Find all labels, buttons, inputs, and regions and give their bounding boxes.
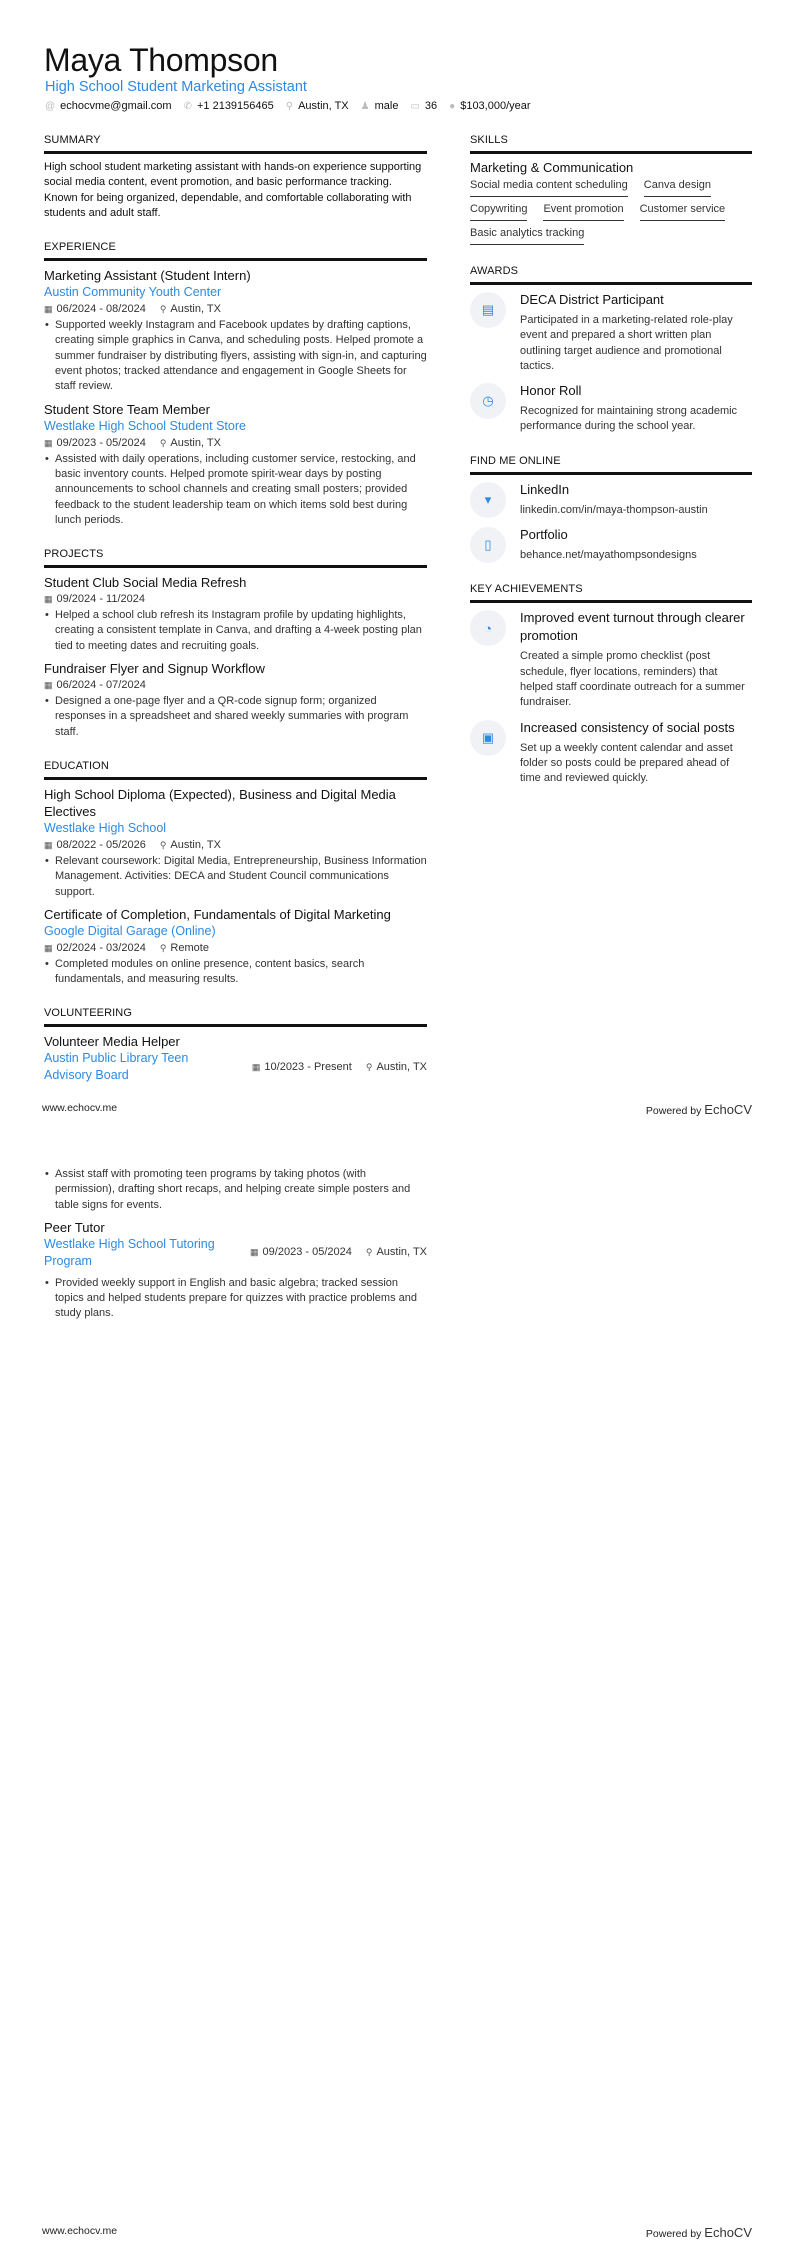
- footer-site-link[interactable]: www.echocv.me: [42, 1102, 118, 1114]
- entry-org: Austin Public Library Teen Advisory Board: [44, 1051, 189, 1083]
- entry-title: Student Store Team Member: [44, 401, 210, 417]
- entry-location: [366, 1245, 427, 1259]
- page-footer: [42, 2225, 752, 2240]
- contact-text: echocvme@gmail.com: [60, 100, 172, 112]
- powered-label: Powered by: [645, 2228, 702, 2240]
- award-desc: Recognized for maintaining strong academic performance during the school year.: [520, 405, 738, 433]
- volunteering-entry: [44, 1033, 427, 1084]
- entry-bullet: • Helped a school club refresh its Instagram profile by updating highlights, creating a consistent template in Canva, and drafting a 4-week posting plan tied to meeting dates and recruiting goals.: [44, 608, 427, 654]
- brand-logo: EchoCV: [704, 2225, 752, 2240]
- contact-gender: [361, 100, 399, 112]
- skill-tags: [470, 179, 752, 245]
- entry-dates: [44, 678, 146, 692]
- calendar-icon: ▦: [250, 1247, 259, 1258]
- calendar-icon: ▦: [44, 304, 53, 315]
- skill-group-title: Marketing & Communication: [470, 160, 634, 175]
- section-heading: VOLUNTEERING: [44, 1007, 427, 1027]
- entry-org: Westlake High School: [44, 820, 167, 835]
- location-icon: ⚲: [365, 1247, 373, 1258]
- entry-title: Student Club Social Media Refresh: [44, 575, 247, 591]
- candidate-title: High School Student Marketing Assistant: [45, 79, 307, 95]
- skill-tag: Customer service: [640, 203, 726, 221]
- skill-tag: Event promotion: [543, 203, 623, 221]
- calendar-icon: ▦: [44, 437, 53, 448]
- achievement-title: Increased consistency of social posts: [520, 719, 735, 735]
- experience-entry: [44, 267, 427, 394]
- skill-tag: Social media content scheduling: [470, 179, 628, 197]
- achievement-item: [470, 609, 752, 710]
- achievement-desc: Set up a weekly content calendar and asset folder so posts could be prepared ahead of time and reviewed quickly.: [520, 741, 733, 785]
- section-heading: AWARDS: [470, 265, 752, 285]
- entry-location: [160, 838, 221, 852]
- entry-location: [160, 302, 221, 316]
- award-item: [470, 291, 752, 374]
- section-heading: SKILLS: [470, 134, 752, 154]
- award-item: [470, 382, 752, 435]
- entry-location: [160, 941, 209, 955]
- chat-icon: ▾: [470, 482, 506, 518]
- education-entry: [44, 906, 427, 988]
- award-desc: Participated in a marketing-related role-play event and prepared a short written plan outlining target audience and promotional tactics.: [520, 314, 733, 372]
- entry-bullet: • Designed a one-page flyer and a QR-code signup form; organized responses in a spreadsheet and shared weekly summaries with program staff.: [44, 694, 427, 740]
- contact-text: Austin, TX: [298, 100, 349, 112]
- calendar-icon: ▦: [44, 594, 53, 605]
- calendar-icon: ▦: [251, 1061, 261, 1072]
- entry-title: Peer Tutor: [44, 1219, 105, 1235]
- pie-chart-icon: ◔: [470, 610, 506, 646]
- skills-section: [470, 134, 752, 245]
- contact-email[interactable]: [45, 100, 172, 112]
- online-section: [470, 455, 752, 564]
- contact-phone[interactable]: [184, 100, 274, 112]
- award-title: DECA District Participant: [520, 292, 664, 307]
- contact-location: [286, 100, 349, 112]
- entry-title: Fundraiser Flyer and Signup Workflow: [44, 661, 265, 677]
- location-text: Austin, TX: [170, 303, 221, 316]
- link-url[interactable]: behance.net/mayathompsondesigns: [520, 549, 697, 562]
- skill-tag: Copywriting: [470, 203, 527, 221]
- tablet-icon: ▯: [470, 527, 506, 563]
- entry-dates: [44, 941, 146, 955]
- awards-section: [470, 265, 752, 435]
- location-icon: ⚲: [159, 942, 167, 953]
- page-footer: [42, 1102, 752, 1117]
- entry-dates: [44, 592, 145, 606]
- location-text: Austin, TX: [170, 436, 221, 449]
- contact-text: +1 2139156465: [196, 100, 274, 112]
- online-item[interactable]: [470, 526, 752, 563]
- candidate-name: Maya Thompson: [44, 42, 278, 78]
- calendar-icon: ▭: [410, 101, 420, 112]
- left-column: [44, 1167, 427, 1328]
- entry-bullet: • Completed modules on online presence, content basics, search fundamentals, and measuring results.: [44, 957, 427, 988]
- entry-bullet: • Assisted with daily operations, including customer service, restocking, and basic inventory counts. Helped promote spirit-wear days by posting announcements to school channels and creating small posters; provided feedback to the student leadership team on which items sold best during lunch periods.: [44, 452, 427, 528]
- project-entry: [44, 574, 427, 654]
- section-heading: KEY ACHIEVEMENTS: [470, 583, 752, 603]
- entry-location: [160, 436, 221, 450]
- money-icon: ●: [449, 101, 456, 112]
- location-text: Austin, TX: [170, 838, 221, 851]
- footer-site-link[interactable]: www.echocv.me: [42, 2225, 118, 2237]
- location-text: Austin, TX: [376, 1060, 427, 1073]
- dates-text: 02/2024 - 03/2024: [56, 941, 146, 954]
- entry-bullet: • Provided weekly support in English and basic algebra; tracked session topics and helped students prepare for quizzes with practice problems and study plans.: [44, 1276, 427, 1322]
- section-heading: SUMMARY: [44, 134, 427, 154]
- entry-org: Westlake High School Student Store: [44, 418, 246, 433]
- entry-org: Google Digital Garage (Online): [44, 923, 216, 938]
- award-title: Honor Roll: [520, 383, 582, 399]
- right-column: [470, 134, 752, 806]
- education-section: [44, 760, 427, 987]
- achievement-item: [470, 719, 752, 787]
- entry-title: Marketing Assistant (Student Intern): [44, 268, 251, 284]
- dates-text: 09/2023 - 05/2024: [56, 436, 146, 449]
- experience-entry: [44, 401, 427, 528]
- entry-org: Austin Community Youth Center: [44, 285, 222, 300]
- skill-tag: Basic analytics tracking: [470, 227, 584, 245]
- contact-salary: [449, 100, 530, 112]
- location-icon: ⚲: [285, 101, 294, 112]
- section-heading: FIND ME ONLINE: [470, 455, 752, 475]
- entry-title: Volunteer Media Helper: [44, 1034, 180, 1050]
- phone-icon: ✆: [183, 101, 192, 112]
- location-text: Remote: [170, 941, 209, 954]
- document-icon: ▤: [470, 292, 506, 328]
- powered-label: Powered by: [645, 1105, 702, 1117]
- dates-text: 10/2023 - Present: [264, 1060, 352, 1073]
- clock-icon: ◷: [470, 383, 506, 419]
- entry-bullet: • Supported weekly Instagram and Facebook updates by drafting captions, creating simple graphics in Canva, and scheduling posts. Helped promote a summer fundraiser by distributing flyers, assisting with sign-in, and capturing event photos; tracked attendance and engagement in Google Sheets for staff review.: [44, 318, 427, 394]
- calendar-icon: ▦: [44, 839, 53, 850]
- experience-section: [44, 241, 427, 528]
- entry-title: Certificate of Completion, Fundamentals of Digital Marketing: [44, 906, 391, 922]
- achievement-title: Improved event turnout through clearer promotion: [520, 610, 745, 644]
- entry-dates: [44, 302, 146, 316]
- location-text: Austin, TX: [376, 1246, 427, 1259]
- person-icon: ♟: [360, 101, 370, 112]
- skill-tag: Canva design: [644, 179, 711, 197]
- archive-icon: ▣: [470, 720, 506, 756]
- powered-by: [646, 1102, 752, 1117]
- dates-text: 06/2024 - 07/2024: [56, 679, 146, 692]
- online-item[interactable]: [470, 481, 752, 518]
- entry-location: [366, 1060, 427, 1074]
- entry-dates: [44, 436, 146, 450]
- dates-text: 08/2022 - 05/2026: [56, 838, 146, 851]
- link-url[interactable]: linkedin.com/in/maya-thompson-austin: [520, 503, 708, 516]
- brand-logo: EchoCV: [704, 1102, 752, 1117]
- achievements-section: [470, 583, 752, 786]
- volunteering-entry: [44, 1219, 427, 1322]
- education-entry: [44, 786, 427, 900]
- left-column: [44, 134, 427, 1104]
- entry-dates: [44, 838, 146, 852]
- entry-bullet: • Assist staff with promoting teen programs by taking photos (with permission), drafting short recaps, and helping create simple posters and table signs for events.: [44, 1167, 427, 1213]
- entry-dates: [250, 1245, 352, 1259]
- section-heading: EXPERIENCE: [44, 241, 427, 261]
- location-icon: ⚲: [159, 437, 167, 448]
- volunteering-section: [44, 1007, 427, 1084]
- section-heading: PROJECTS: [44, 548, 427, 568]
- location-icon: ⚲: [159, 839, 167, 850]
- entry-org: Westlake High School Tutoring Program: [44, 1236, 215, 1268]
- dates-text: 09/2024 - 11/2024: [56, 593, 145, 606]
- contact-text: 36: [424, 100, 438, 112]
- contact-text: $103,000/year: [460, 100, 531, 112]
- entry-dates: [252, 1060, 352, 1074]
- contact-text: male: [374, 100, 399, 112]
- location-icon: ⚲: [159, 304, 167, 315]
- powered-by: [646, 2225, 752, 2240]
- entry-bullet: • Relevant coursework: Digital Media, Entrepreneurship, Business Information Management. Activities: DECA and Student Council communications support.: [44, 854, 427, 900]
- contact-row: [45, 100, 531, 112]
- location-icon: ⚲: [365, 1061, 373, 1072]
- section-heading: EDUCATION: [44, 760, 427, 780]
- project-entry: [44, 660, 427, 740]
- achievement-desc: Created a simple promo checklist (post schedule, flyer locations, reminders) that helped staff coordinate outreach for a summer fundraiser.: [520, 650, 745, 709]
- dates-text: 09/2023 - 05/2024: [262, 1246, 352, 1259]
- link-title: Portfolio: [520, 527, 568, 543]
- link-title: LinkedIn: [520, 481, 570, 497]
- entry-title: High School Diploma (Expected), Business and Digital Media Electives: [44, 786, 396, 819]
- summary-text: High school student marketing assistant with hands-on experience supporting social media content, event promotion, and basic performance tracking. Known for being organized, dependable, and comfortable collaborating with students and adult staff.: [44, 161, 422, 219]
- dates-text: 06/2024 - 08/2024: [56, 303, 146, 316]
- calendar-icon: ▦: [44, 942, 53, 953]
- resume-page-2: [0, 1123, 794, 2246]
- contact-age: [410, 100, 437, 112]
- at-icon: @: [45, 101, 56, 112]
- summary-section: [44, 134, 427, 221]
- calendar-icon: ▦: [44, 680, 53, 691]
- projects-section: [44, 548, 427, 740]
